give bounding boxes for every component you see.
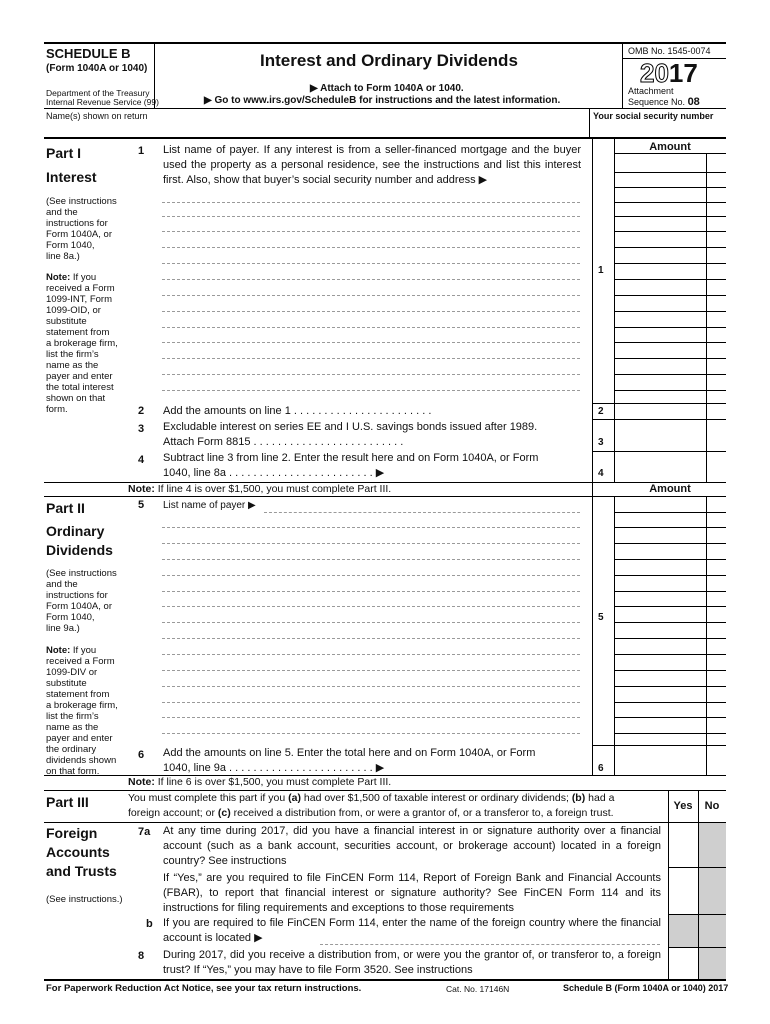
part3-title-line: Foreign	[46, 825, 98, 841]
side-text: a brokerage firm,	[46, 700, 118, 711]
line4-number: 4	[138, 454, 145, 466]
line7a-no-box[interactable]	[699, 823, 726, 867]
part1-label: Part I	[46, 145, 82, 161]
part3-title-line: Accounts	[46, 844, 110, 860]
form-main-title: Interest and Ordinary Dividends	[260, 51, 518, 70]
intro-text: had a	[585, 792, 615, 804]
side-text: name as the	[46, 722, 99, 733]
side-text: substitute	[46, 316, 87, 327]
side-text: the total interest	[46, 382, 114, 393]
line8-text: During 2017, did you receive a distribution from, or were you the grantor of, or transferor to, a foreign trust? If “Yes,” you may have to file Form 3520. See instructions	[163, 949, 661, 976]
omb-number: OMB No. 1545-0074	[628, 46, 711, 56]
note-label: Note:	[128, 483, 155, 495]
schedule-title: SCHEDULE B	[46, 46, 131, 61]
tax-year-outline: 20	[640, 58, 669, 88]
line7a-text: At any time during 2017, did you have a financial interest in or signature authority over a financial account (such as a bank account, securities account, or brokerage account) located in a foreign country? See instructions	[163, 825, 661, 867]
line4-text-a: Subtract line 3 from line 2. Enter the result here and on Form 1040A, or Form	[163, 452, 539, 464]
line7a-yes-box[interactable]	[669, 823, 698, 867]
fbar-yes-box[interactable]	[669, 868, 698, 914]
note-label: Note:	[128, 776, 155, 788]
part3-side-see: (See instructions.)	[46, 894, 123, 905]
line2-number: 2	[138, 405, 145, 417]
side-text: If you	[70, 272, 97, 283]
form-ref: (Form 1040A or 1040)	[46, 63, 148, 74]
side-text: Form 1040A, or	[46, 601, 112, 612]
intro-text: had over $1,500 of taxable interest or ordinary dividends;	[300, 792, 572, 804]
sequence-text: Sequence No.	[628, 97, 686, 107]
side-text: statement from	[46, 327, 110, 338]
no-column-header: No	[704, 800, 720, 812]
line3-amount-input[interactable]	[615, 420, 725, 451]
foreign-country-input[interactable]	[320, 931, 660, 945]
part1-note	[128, 482, 391, 497]
side-text: 1099-INT, Form	[46, 294, 112, 305]
side-text: and the	[46, 579, 78, 590]
side-text: list the firm’s	[46, 711, 99, 722]
intro-text: You must complete this part if you	[128, 792, 289, 804]
side-text: 1099-OID, or	[46, 305, 101, 316]
line8-yes-box[interactable]	[669, 948, 698, 980]
line3-text-b: Attach Form 8815 . . . . . . . . . . . . . . . . . . . . . . . . .	[163, 436, 404, 448]
line2-label: Add the amounts on line 1	[163, 405, 291, 417]
intro-marker: (b)	[571, 792, 586, 804]
fbar-no-box[interactable]	[699, 868, 726, 914]
line3-label: Attach Form 8815	[163, 436, 251, 448]
side-text: shown on that	[46, 393, 106, 404]
intro-marker: (c)	[217, 807, 231, 819]
note-label: Note:	[46, 645, 71, 656]
line4-box-number: 4	[598, 468, 604, 479]
line3-text-a: Excludable interest on series EE and I U.S. savings bonds issued after 1989.	[163, 421, 538, 433]
line6-label: 1040, line 9a	[163, 762, 226, 774]
yes-column-header: Yes	[673, 800, 693, 812]
part2-title	[46, 522, 113, 560]
intro-marker: (a)	[288, 792, 301, 804]
catalog-number: Cat. No. 17146N	[446, 984, 510, 994]
tax-year	[640, 60, 698, 86]
side-text: Form 1040,	[46, 612, 95, 623]
side-text: a brokerage firm,	[46, 338, 118, 349]
names-input[interactable]	[46, 121, 586, 137]
part3-title-line: and Trusts	[46, 863, 117, 879]
intro-text: received a distribution from, or were a grantor of, or a transferor to, a foreign trust.	[230, 807, 614, 819]
line5-box-number: 5	[598, 612, 604, 623]
side-text: and the	[46, 207, 78, 218]
line3-number: 3	[138, 423, 145, 435]
side-text: dividends shown	[46, 755, 117, 766]
line2-amount-input[interactable]	[615, 404, 725, 419]
ssn-input[interactable]	[592, 121, 724, 137]
line4-label: 1040, line 8a	[163, 467, 226, 479]
line5-amount-entries[interactable]	[615, 497, 725, 745]
side-text: instructions for	[46, 590, 108, 601]
part2-note	[128, 775, 391, 790]
names-label: Name(s) shown on return	[46, 111, 148, 121]
tax-year-bold: 17	[668, 58, 698, 88]
part3-intro-a	[128, 791, 614, 806]
part1-amount-header: Amount	[649, 141, 691, 153]
line6-text-a: Add the amounts on line 5. Enter the total here and on Form 1040A, or Form	[163, 747, 536, 759]
side-text: statement from	[46, 689, 110, 700]
side-text: line 9a.)	[46, 623, 80, 634]
paperwork-notice: For Paperwork Reduction Act Notice, see your tax return instructions.	[46, 983, 362, 994]
line7b-yes-shade	[669, 915, 698, 947]
side-text: received a Form	[46, 656, 115, 667]
side-text: payer and enter	[46, 733, 113, 744]
part2-title-line: Ordinary	[46, 523, 105, 539]
part2-title-line: Dividends	[46, 542, 113, 558]
line6-text-b: 1040, line 9a . . . . . . . . . . . . . . . . . . . . . . . . ▶	[163, 762, 385, 774]
line2-box-number: 2	[598, 406, 604, 417]
part3-intro-b	[128, 806, 614, 821]
part1-side-note	[46, 272, 128, 415]
side-text: (See instructions	[46, 568, 117, 579]
line6-number: 6	[138, 749, 145, 761]
line7b-text: If you are required to file FinCEN Form 114, enter the name of the foreign country where the financial account is located ▶	[163, 917, 661, 944]
side-text: instructions for	[46, 218, 108, 229]
line6-amount-input[interactable]	[615, 746, 725, 775]
part2-side-note	[46, 645, 128, 777]
attach-instruction: ▶ Attach to Form 1040A or 1040.	[310, 83, 464, 94]
side-text: payer and enter	[46, 371, 113, 382]
side-text: line 8a.)	[46, 251, 80, 262]
part2-amount-header: Amount	[649, 483, 691, 495]
side-text: (See instructions	[46, 196, 117, 207]
line4-text-b: 1040, line 8a . . . . . . . . . . . . . . . . . . . . . . . . ▶	[163, 467, 385, 479]
sequence-label	[628, 96, 700, 108]
part1-side-see	[46, 196, 128, 262]
line8-no-box[interactable]	[699, 948, 726, 980]
line1-text: List name of payer. If any interest is from a seller-financed mortgage and the buyer used the property as a personal residence, see the instructions and list this interest first. Also, show that buyer’s social security number and address ▶	[163, 144, 581, 186]
line1-number: 1	[138, 145, 145, 157]
dept-line1: Department of the Treasury	[46, 88, 150, 98]
part2-side-see	[46, 568, 128, 634]
side-text: substitute	[46, 678, 87, 689]
side-text: on that form.	[46, 766, 100, 777]
intro-text: foreign account; or	[128, 807, 218, 819]
line7a-fbar-text: If “Yes,” are you required to file FinCEN Form 114, Report of Foreign Bank and Financial Accounts (FBAR), to report that financial interest or signature authority? See FinCEN Form 114 and its instructions for filing requirements and exceptions to those requirements	[163, 872, 661, 914]
side-text: the ordinary	[46, 744, 97, 755]
line8-number: 8	[138, 950, 145, 962]
line5-text: List name of payer ▶	[163, 500, 256, 511]
ssn-label: Your social security number	[593, 111, 714, 121]
line6-box-number: 6	[598, 763, 604, 774]
attachment-label: Attachment	[628, 86, 674, 96]
dept-line2: Internal Revenue Service (99)	[46, 97, 159, 107]
line7b-no-shade	[699, 915, 726, 947]
line2-text: Add the amounts on line 1 . . . . . . . . . . . . . . . . . . . . . . .	[163, 405, 432, 417]
line7b-number: b	[146, 918, 153, 930]
part2-label: Part II	[46, 500, 85, 516]
side-text: list the firm’s	[46, 349, 99, 360]
line7a-number: 7a	[138, 826, 151, 838]
line3-box-number: 3	[598, 437, 604, 448]
form-identifier: Schedule B (Form 1040A or 1040) 2017	[563, 983, 729, 993]
side-text: 1099-DIV or	[46, 667, 98, 678]
part3-label: Part III	[46, 794, 89, 810]
side-text: received a Form	[46, 283, 115, 294]
line4-amount-input[interactable]	[615, 452, 725, 482]
note-text: If line 4 is over $1,500, you must complete Part III.	[154, 483, 392, 495]
note-text: If line 6 is over $1,500, you must complete Part III.	[154, 776, 392, 788]
line1-box-number: 1	[598, 265, 604, 276]
part1-title: Interest	[46, 169, 97, 185]
note-label: Note:	[46, 272, 71, 283]
goto-instruction: ▶ Go to www.irs.gov/ScheduleB for instructions and the latest information.	[204, 95, 561, 106]
side-text: form.	[46, 404, 68, 415]
side-text: Form 1040,	[46, 240, 95, 251]
side-text: If you	[70, 645, 97, 656]
part3-title	[46, 824, 117, 881]
sequence-number: 08	[687, 96, 700, 108]
side-text: name as the	[46, 360, 99, 371]
line5-number: 5	[138, 499, 145, 511]
side-text: Form 1040A, or	[46, 229, 112, 240]
